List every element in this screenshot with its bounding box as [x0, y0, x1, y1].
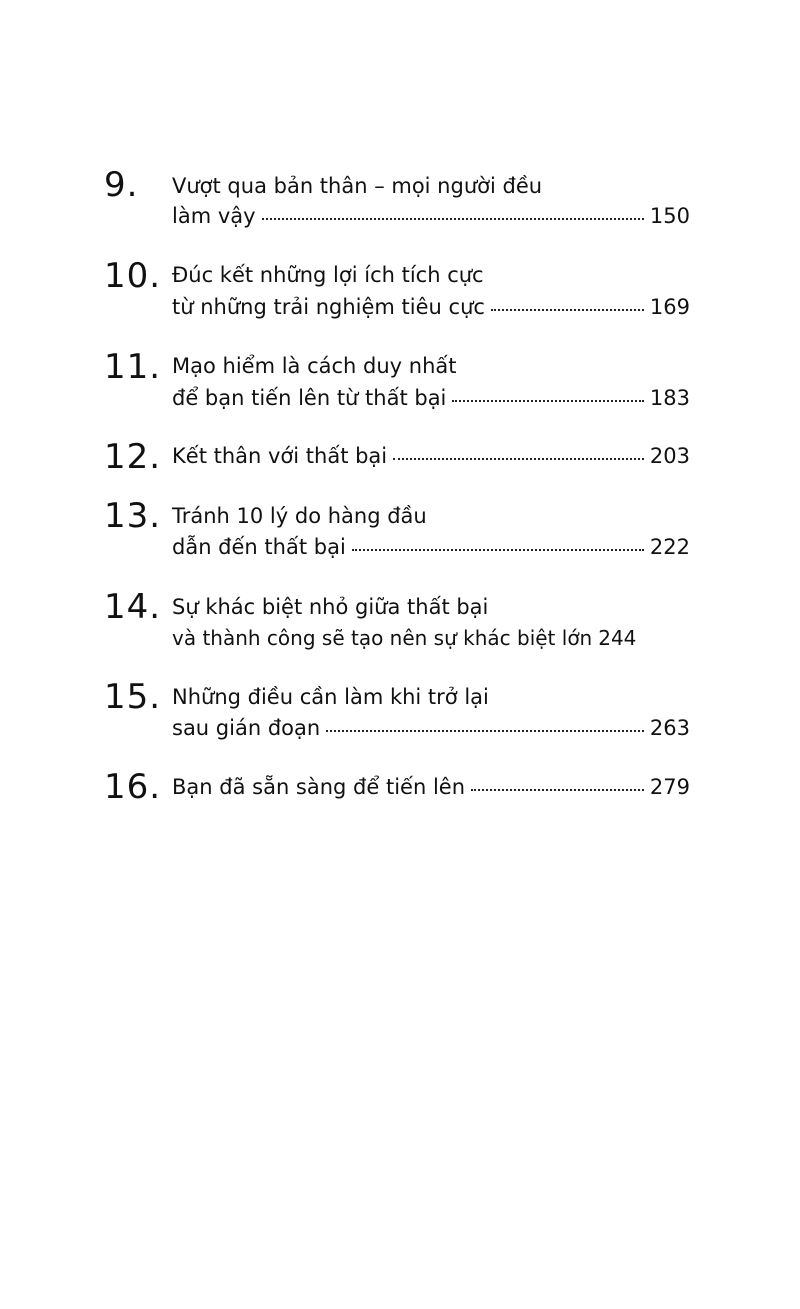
chapter-title-line: từ những trải nghiệm tiêu cực: [172, 295, 485, 319]
dot-leader: [262, 214, 644, 220]
chapter-title-line: Bạn đã sẵn sàng để tiến lên: [172, 775, 466, 799]
page-number: 222: [649, 535, 690, 559]
chapter-title-line: Những điều cần làm khi trở lại: [172, 685, 489, 709]
chapter-number: 11.: [104, 347, 162, 387]
chapter-number: 13.: [104, 496, 162, 536]
chapter-title-line: Sự khác biệt nhỏ giữa thất bại: [172, 595, 489, 619]
chapter-title-last-line: [172, 628, 690, 648]
page-number: 183: [649, 386, 690, 410]
chapter-title-line: Kết thân với thất bại: [172, 444, 388, 468]
chapter-title-last-line: [172, 537, 690, 558]
chapter-title-last-line: [172, 388, 690, 409]
chapter-number: 10.: [104, 256, 162, 296]
dot-leader: [326, 726, 644, 732]
chapter-number: 12.: [104, 437, 162, 477]
chapter-title-last-line: [172, 206, 690, 227]
page-number: 203: [649, 444, 690, 468]
dot-leader: [471, 785, 644, 791]
chapter-title-line: và thành công sẽ tạo nên sự khác biệt lớn: [172, 626, 593, 650]
chapter-title-line: Đúc kết những lợi ích tích cực: [172, 263, 484, 287]
chapter-title-last-line: [172, 718, 690, 739]
chapter-title-line: sau gián đoạn: [172, 716, 321, 740]
chapter-title-line: dẫn đến thất bại: [172, 535, 346, 559]
page-number: 263: [649, 716, 690, 740]
page-number: 244: [598, 626, 637, 650]
page-number: 150: [649, 204, 690, 228]
dot-leader: [393, 454, 644, 460]
chapter-title-line: Mạo hiểm là cách duy nhất: [172, 354, 457, 378]
chapter-title-last-line: [172, 297, 690, 318]
chapter-title-line: Tránh 10 lý do hàng đầu: [172, 504, 427, 528]
chapter-number: 15.: [104, 677, 162, 717]
chapter-title-line: làm vậy: [172, 204, 256, 228]
page-number: 279: [649, 775, 690, 799]
chapter-title-line: để bạn tiến lên từ thất bại: [172, 386, 447, 410]
dot-leader: [491, 305, 644, 311]
chapter-title-last-line: [172, 446, 690, 467]
dot-leader: [352, 545, 644, 551]
page-number: 169: [649, 295, 690, 319]
dot-leader: [452, 396, 644, 402]
chapter-title-last-line: [172, 777, 690, 798]
chapter-number: 9.: [104, 165, 139, 205]
chapter-title-line: Vượt qua bản thân – mọi người đều: [172, 174, 543, 198]
chapter-number: 14.: [104, 587, 162, 627]
chapter-number: 16.: [104, 767, 162, 807]
